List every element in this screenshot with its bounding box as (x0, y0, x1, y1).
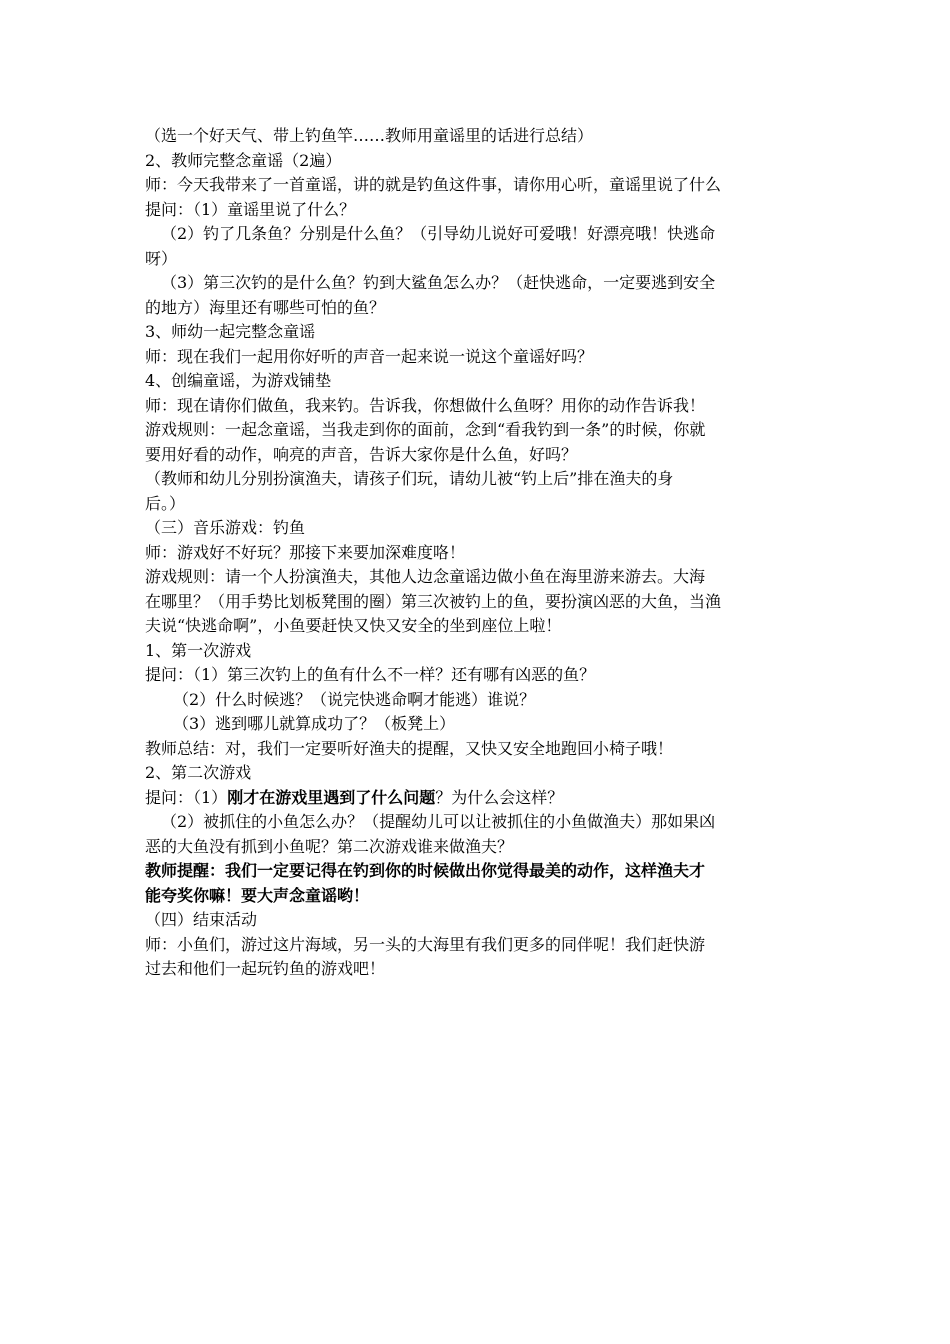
teacher-reminder: 教师提醒：我们一定要记得在钓到你的时候做出你觉得最美的动作，这样渔夫才 (145, 861, 706, 880)
text-line: 在哪里？（用手势比划板凳围的圈）第三次被钓上的鱼，要扮演凶恶的大鱼，当渔 (145, 591, 722, 611)
section-heading: （三）音乐游戏：钓鱼 (145, 518, 306, 537)
question-line (145, 786, 810, 811)
text-line: 游戏规则：请一个人扮演渔夫，其他人边念童谣边做小鱼在海里游来游去。大海 (145, 567, 706, 586)
question-prefix: 提问：（1） (145, 787, 228, 807)
question-line: （3）第三次钓的是什么鱼？钓到大鲨鱼怎么办？（赶快逃命，一定要逃到安全 (161, 273, 716, 292)
text-line: 的地方）海里还有哪些可怕的鱼？ (145, 297, 386, 317)
question-line: （2）钓了几条鱼？分别是什么鱼？（引导幼儿说好可爱哦！好漂亮哦！快逃命 (161, 224, 716, 243)
document-page (145, 124, 810, 982)
question-line: （2）被抓住的小鱼怎么办？（提醒幼儿可以让被抓住的小鱼做渔夫）那如果凶 (161, 812, 716, 831)
section-heading: 3、师幼一起完整念童谣 (145, 322, 316, 341)
text-line: 恶的大鱼没有抓到小鱼呢？第二次游戏谁来做渔夫？ (145, 836, 514, 856)
text-line: 师：游戏好不好玩？那接下来要加深难度咯！ (145, 542, 466, 562)
text-line: （教师和幼儿分别扮演渔夫，请孩子们玩，请幼儿被“钓上后”排在渔夫的身 (145, 469, 674, 488)
text-line: 呀） (145, 248, 178, 268)
question-suffix: ？为什么会这样？ (435, 787, 564, 807)
question-line: 提问：（1）童谣里说了什么？ (145, 199, 356, 219)
text-line: （选一个好天气、带上钓鱼竿……教师用童谣里的话进行总结） (145, 126, 594, 145)
question-line: （3）逃到哪儿就算成功了？（板凳上） (173, 714, 456, 733)
text-line: 教师总结：对，我们一定要听好渔夫的提醒，又快又安全地跑回小椅子哦！ (145, 738, 674, 758)
question-line: （2）什么时候逃？（说完快逃命啊才能逃）谁说？ (173, 689, 536, 709)
text-line: 师：小鱼们，游过这片海域，另一头的大海里有我们更多的同伴呢！我们赶快游 (145, 934, 706, 954)
question-line: 提问：（1）第三次钓上的鱼有什么不一样？还有哪有凶恶的鱼？ (145, 665, 596, 684)
text-line: 过去和他们一起玩钓鱼的游戏吧！ (145, 959, 386, 978)
section-heading: 2、教师完整念童谣（2遍） (145, 150, 342, 170)
section-heading: 1、第一次游戏 (145, 640, 252, 660)
text-line: 后。） (145, 493, 186, 513)
section-heading: 2、第二次游戏 (145, 763, 252, 782)
text-line: 师：今天我带来了一首童谣，讲的就是钓鱼这件事，请你用心听，童谣里说了什么 (145, 175, 722, 194)
text-line: 师：现在我们一起用你好听的声音一起来说一说这个童谣好吗？ (145, 346, 594, 366)
text-line: 夫说“快逃命啊”，小鱼要赶快又快又安全的坐到座位上啦！ (145, 616, 562, 635)
teacher-reminder: 能夸奖你嘛！要大声念童谣哟！ (145, 885, 370, 905)
text-line: 游戏规则：一起念童谣，当我走到你的面前，念到“看我钓到一条”的时候，你就 (145, 420, 706, 439)
text-line: 师：现在请你们做鱼，我来钓。告诉我，你想做什么鱼呀？用你的动作告诉我！ (145, 395, 706, 415)
text-line: 要用好看的动作，响亮的声音，告诉大家你是什么鱼，好吗？ (145, 444, 578, 464)
section-heading: 4、创编童谣，为游戏铺垫 (145, 371, 332, 390)
section-heading: （四）结束活动 (145, 910, 258, 929)
bold-question-text: 刚才在游戏里遇到了什么问题 (227, 787, 436, 807)
